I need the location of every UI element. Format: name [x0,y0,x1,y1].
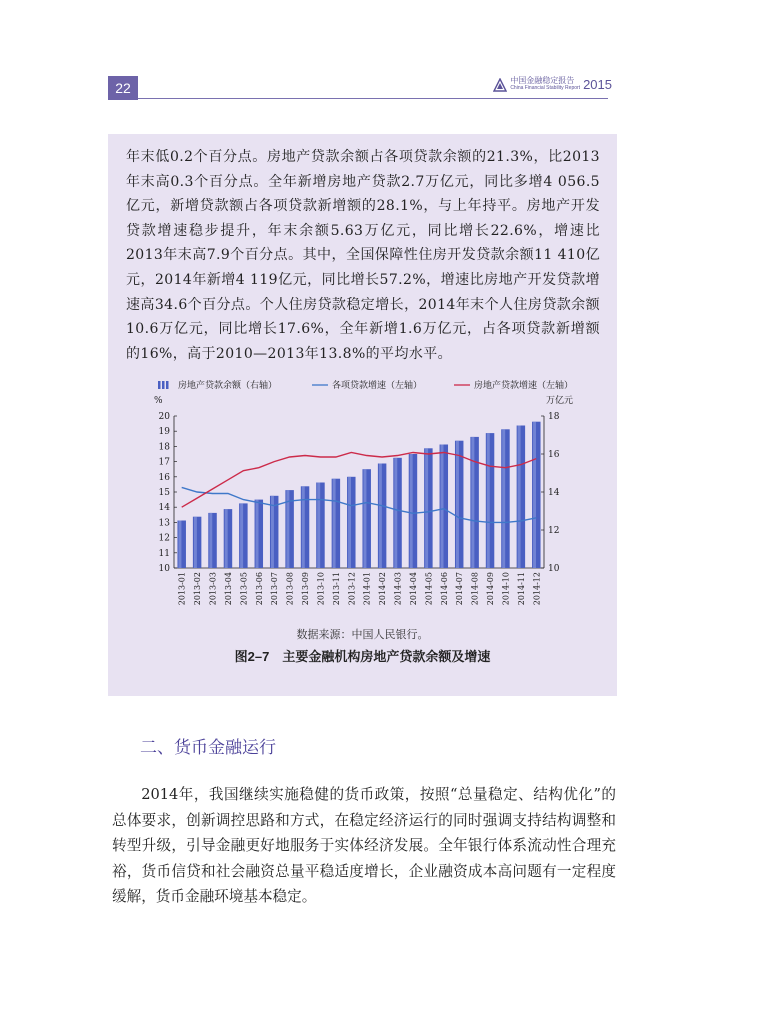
x-tick-label: 2014-12 [532,572,542,606]
left-tick-label: 11 [158,548,170,559]
left-tick-label: 15 [158,488,170,498]
bar-highlight [194,517,197,568]
x-tick-label: 2013-04 [223,572,233,606]
section-body [112,782,616,910]
bar-highlight [471,437,474,568]
right-tick-label: 10 [548,564,560,574]
x-tick-label: 2013-11 [331,572,341,606]
bar-highlight [363,469,366,568]
bar-highlight [410,454,413,568]
bar-highlight [240,503,243,568]
x-tick-label: 2013-10 [316,572,326,606]
x-tick-label: 2014-07 [455,572,465,606]
chart-caption: 图2–7 主要金融机构房地产贷款余额及增速 [234,649,491,664]
brand-year: 2015 [583,77,612,92]
bar-highlight [317,483,320,569]
page-number: 22 [108,76,138,100]
legend-label: 房地产贷款余额（右轴） [178,381,278,391]
legend-label: 房地产贷款增速（左轴） [474,381,574,391]
left-tick-label: 13 [158,518,170,529]
left-tick-label: 20 [158,412,170,422]
bar-highlight [333,479,336,568]
bar-highlight [456,441,459,568]
x-tick-label: 2013-05 [239,572,249,606]
x-tick-label: 2013-07 [270,572,280,606]
chart-source: 数据来源：中国人民银行。 [296,629,429,641]
x-tick-label: 2014-04 [408,572,418,606]
bar-highlight [209,513,212,568]
legend-swatch-stripe [162,381,165,389]
x-tick-label: 2014-02 [378,572,388,606]
legend-swatch-bar [158,381,169,389]
left-axis-unit: % [154,396,163,406]
x-tick-label: 2014-08 [470,572,480,606]
bar-highlight [425,448,428,568]
x-tick-label: 2013-01 [177,572,187,606]
legend-swatch-stripe [158,381,161,389]
right-tick-label: 12 [548,526,560,536]
x-tick-label: 2013-08 [285,572,295,606]
right-tick-label: 16 [548,450,560,460]
bar-highlight [487,433,490,568]
left-tick-label: 14 [158,503,170,514]
x-tick-label: 2014-05 [424,572,434,606]
x-tick-label: 2013-09 [301,572,311,606]
series-line [182,453,537,508]
bar-highlight [502,429,505,568]
brand-title-cn: 中国金融稳定报告 [510,76,575,85]
section-paragraph: 2014年，我国继续实施稳健的货币政策，按照“总量稳定、结构优化”的总体要求，创新调控思路和方式，在稳定经济运行的同时强调支持结构调整和转型升级，引导金融更好地服务于实体经济发展。全年银行体系流动性合理充裕，货币信贷和社会融资总量平稳适度增长，企业融资成本高问题有一定程度缓解，货币金融环境基本稳定。 [112,786,616,905]
x-tick-label: 2013-02 [193,572,203,606]
brand-title-en: China Financial Stability Report [510,85,581,91]
left-tick-label: 12 [158,533,170,544]
x-tick-label: 2013-12 [347,572,357,606]
left-tick-label: 10 [158,564,170,574]
bar-highlight [178,521,181,569]
report-logo-icon [493,78,507,92]
series-line [182,487,537,522]
bar-highlight [441,445,444,569]
bar-highlight [533,422,536,568]
x-tick-label: 2014-06 [439,572,449,606]
right-tick-label: 14 [548,488,560,498]
bar-highlight [394,458,397,568]
left-tick-label: 16 [158,472,170,483]
x-tick-label: 2013-06 [254,572,264,606]
bar-highlight [348,477,351,568]
bar-highlight [379,464,382,569]
bar-highlight [271,496,274,568]
bar-highlight [518,426,521,569]
right-axis-unit: 万亿元 [546,396,574,406]
right-tick-label: 18 [548,412,560,422]
x-tick-label: 2014-03 [393,572,403,606]
left-tick-label: 17 [158,457,170,468]
left-tick-label: 19 [158,427,170,438]
box-paragraph: 年末低0.2个百分点。房地产贷款余额占各项贷款余额的21.3%，比2013年末高0.3个百分点。全年新增房地产贷款2.7万亿元，同比多增4 056.5亿元，新增贷款额占各项贷款新增额的28.1%，与上年持平。房地产开发贷款增速稳步提升，年末余额5.63万亿元，同比增长22.6%，增速比2013年末高7.9个百分点。其中，全国保障性住房开发贷款余额11 410亿元，2014年新增4 119亿元，同比增长57.2%，增速比房地产开发贷款增速高34.6个百分点。个人住房贷款稳定增长，2014年末个人住房贷款余额10.6万亿元，同比增长17.6%，全年新增1.6万亿元，占各项贷款新增额的16%，高于2010—2013年13.8%的平均水平。 [126,149,600,362]
bar-highlight [256,500,259,568]
x-tick-label: 2014-10 [501,572,511,606]
header-rule [138,98,608,99]
x-tick-label: 2013-03 [208,572,218,606]
x-tick-label: 2014-11 [516,572,526,606]
left-tick-label: 18 [158,442,170,453]
legend-swatch-stripe [166,381,169,389]
bar-highlight [302,486,305,568]
chart-legend [158,379,573,391]
section-title: 二、货币金融运行 [140,738,276,757]
bar-highlight [225,509,228,568]
info-box [108,134,617,696]
x-tick-label: 2014-09 [486,572,496,606]
legend-label: 各项贷款增速（左轴） [332,381,423,391]
x-tick-label: 2014-01 [362,572,372,606]
report-brand [493,76,612,94]
loan-chart [144,374,584,614]
